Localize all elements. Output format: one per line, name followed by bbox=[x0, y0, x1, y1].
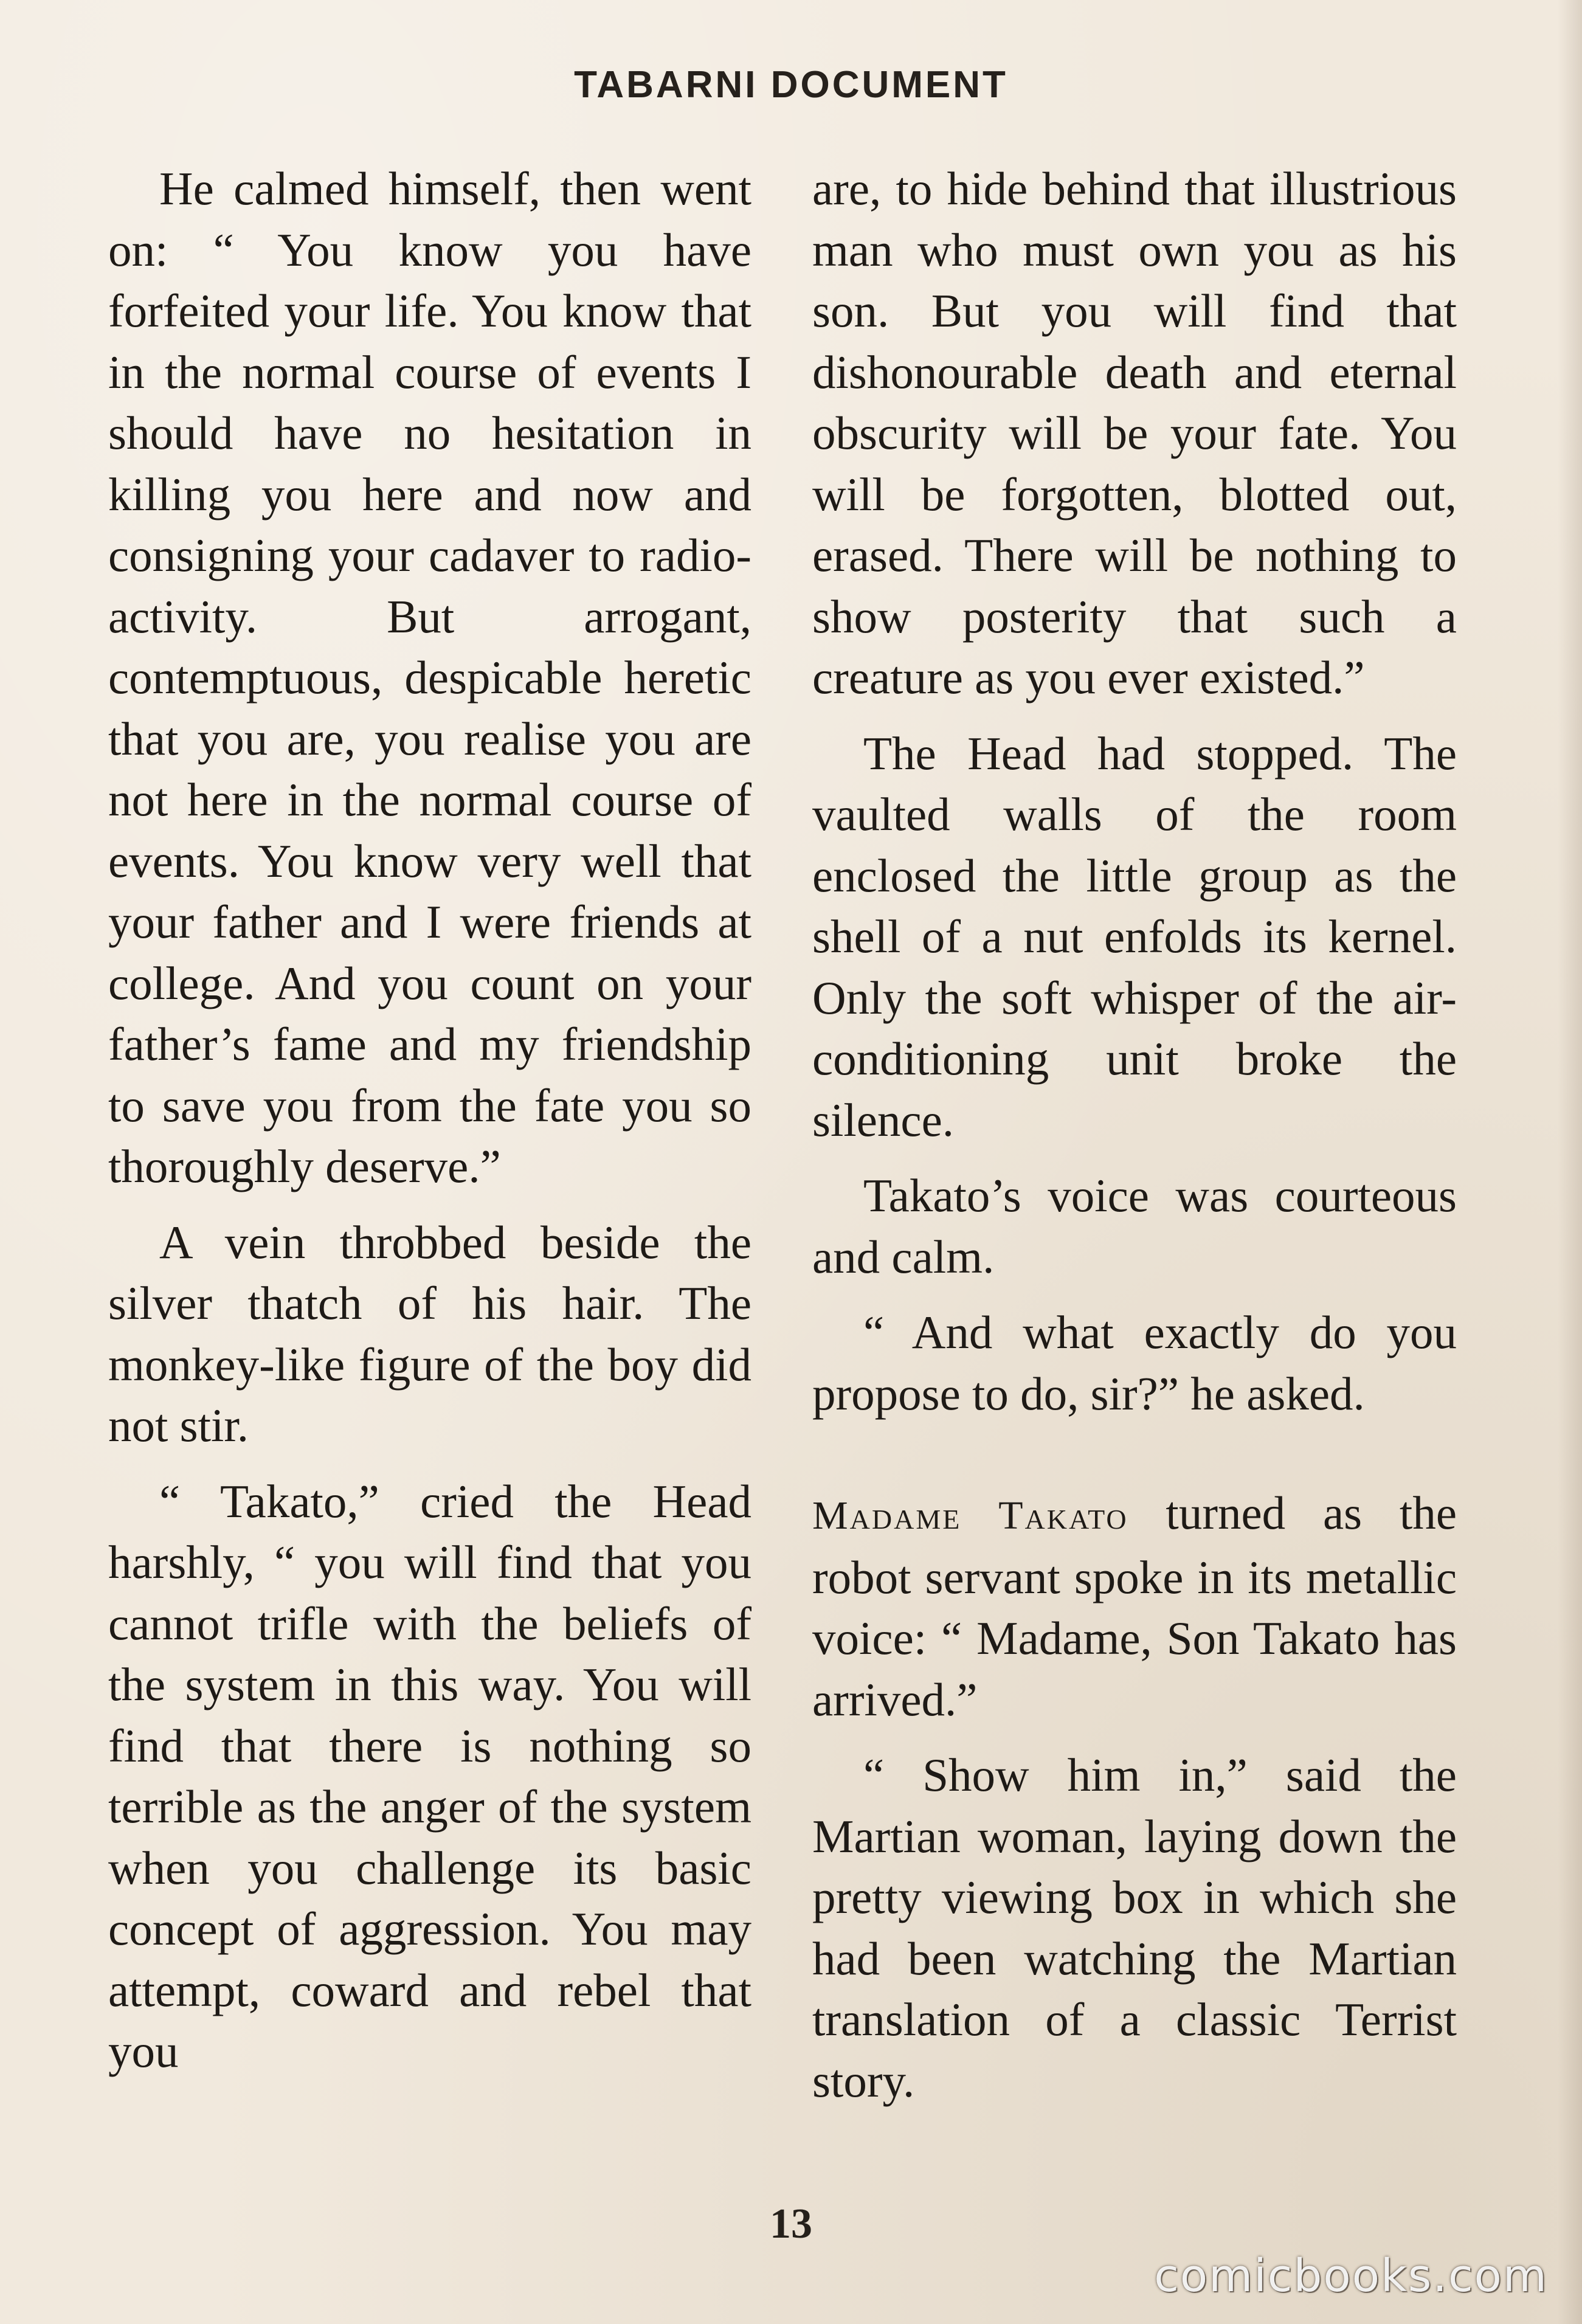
paragraph: A vein throbbed beside the silver thatch of his hair. The monkey-like figure of the boy did not stir. bbox=[108, 1216, 751, 1451]
watermark: comicbooks.com bbox=[1154, 2250, 1548, 2302]
paragraph: “ Takato,” cried the Head harshly, “ you will find that you cannot trifle with the beliefs of the system in this way. You will find that there is nothing so terrible as the anger of the system when you challenge its basic concept of aggression. You may attempt, coward and rebel that you bbox=[108, 1475, 751, 2077]
paragraph: The Head had stopped. The vaulted walls of the room enclosed the little group as the shell of a nut enfolds its kernel. Only the soft whisper of the air-conditioning unit broke the silence. bbox=[812, 727, 1457, 1146]
section-lead-text: turned as the robot servant spoke in its metallic voice: “ Madame, Son Takato has arrived.” bbox=[812, 1487, 1457, 1726]
left-text-column bbox=[108, 158, 751, 2082]
section-opening-paragraph bbox=[812, 1482, 1457, 1730]
section-lead-small-caps: Madame Takato bbox=[812, 1493, 1128, 1538]
running-header: TABARNI DOCUMENT bbox=[574, 64, 1008, 106]
paragraph: “ And what exactly do you propose to do, sir?” he asked. bbox=[812, 1306, 1457, 1420]
right-text-column bbox=[812, 158, 1457, 2111]
paragraph-continued: are, to hide behind that illustrious man who must own you as his son. But you will find that dishonourable death and eternal obscurity will be your fate. You will be forgotten, blotted out, erased. There will be nothing to show posterity that such a creature as you ever existed.” bbox=[812, 162, 1457, 704]
page-edge-shadow bbox=[1558, 0, 1582, 2324]
page-number: 13 bbox=[770, 2201, 812, 2247]
paragraph: Takato’s voice was courteous and calm. bbox=[812, 1169, 1457, 1283]
paragraph: He calmed himself, then went on: “ You know you have forfeited your life. You know that in the normal course of events I should have no hesitation in killing you here and now and consigning your cadaver to radio-activity. But arrogant, contemptuous, despicable heretic that you are, you realise you are not here in the normal course of events. You know very well that your father and I were friends at college. And you count on your father’s fame and my friendship to save you from the fate you so thoroughly deserve.” bbox=[108, 162, 751, 1192]
paragraph: “ Show him in,” said the Martian woman, laying down the pretty viewing box in which she had been watching the Martian translation of a classic Terrist story. bbox=[812, 1749, 1457, 2107]
